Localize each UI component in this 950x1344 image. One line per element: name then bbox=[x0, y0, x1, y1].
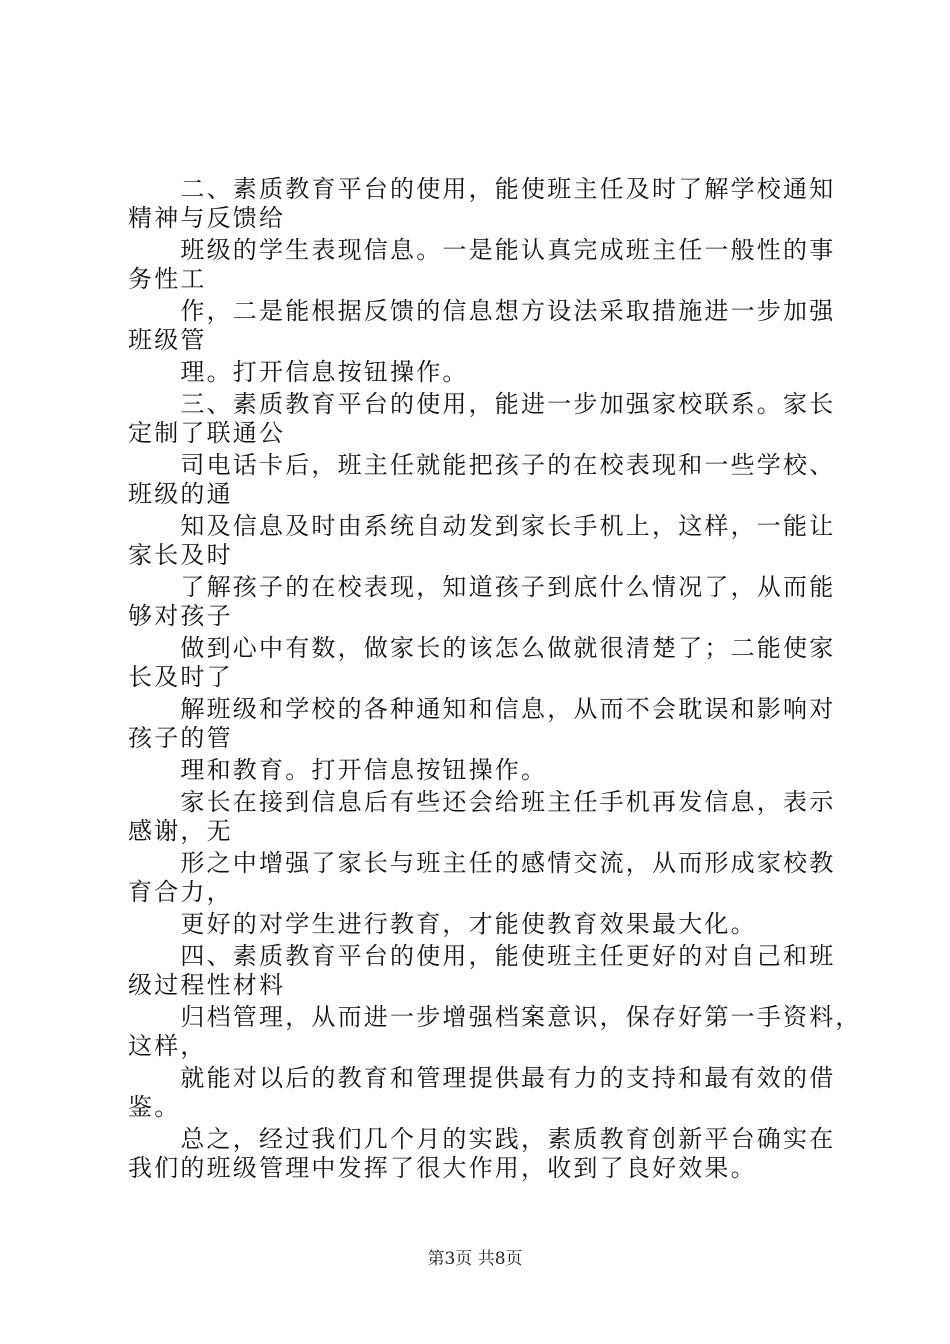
text-line: 形之中增强了家长与班主任的感情交流，从而形成家校教 bbox=[128, 849, 836, 877]
text-line: 家长在接到信息后有些还会给班主任手机再发信息，表示 bbox=[128, 788, 836, 816]
text-line: 班级的通 bbox=[128, 480, 233, 508]
text-line: 就能对以后的教育和管理提供最有力的支持和最有效的借 bbox=[128, 1064, 836, 1092]
text-line: 作，二是能根据反馈的信息想方设法采取措施进一步加强 bbox=[128, 297, 836, 325]
text-line: 务性工 bbox=[128, 265, 207, 293]
text-line: 育合力， bbox=[128, 878, 233, 906]
text-line: 理和教育。打开信息按钮操作。 bbox=[128, 756, 548, 784]
text-line: 做到心中有数，做家长的该怎么做就很清楚了；二能使家 bbox=[128, 634, 836, 662]
text-line: 我们的班级管理中发挥了很大作用，收到了良好效果。 bbox=[128, 1154, 757, 1182]
text-line: 解班级和学校的各种通知和信息，从而不会耽误和影响对 bbox=[128, 695, 836, 723]
text-line: 定制了联通公 bbox=[128, 419, 286, 447]
text-line: 二、素质教育平台的使用，能使班主任及时了解学校通知 bbox=[128, 175, 836, 203]
text-line: 了解孩子的在校表现，知道孩子到底什么情况了，从而能 bbox=[128, 573, 836, 601]
page-number-footer: 第3页 共8页 bbox=[427, 1249, 523, 1269]
text-line: 够对孩子 bbox=[128, 602, 233, 630]
document-body bbox=[128, 175, 862, 1183]
text-line: 知及信息及时由系统自动发到家长手机上，这样，一能让 bbox=[128, 512, 836, 540]
text-line: 鉴。 bbox=[128, 1093, 181, 1121]
text-line: 司电话卡后，班主任就能把孩子的在校表现和一些学校、 bbox=[128, 451, 836, 479]
text-line: 四、素质教育平台的使用，能使班主任更好的对自己和班 bbox=[128, 942, 836, 970]
text-line: 级过程性材料 bbox=[128, 971, 286, 999]
text-line: 班级的学生表现信息。一是能认真完成班主任一般性的事 bbox=[128, 236, 836, 264]
text-line: 总之，经过我们几个月的实践，素质教育创新平台确实在 bbox=[128, 1125, 836, 1153]
text-line: 精神与反馈给 bbox=[128, 204, 286, 232]
text-line: 孩子的管 bbox=[128, 724, 233, 752]
text-line: 归档管理，从而进一步增强档案意识，保存好第一手资料， bbox=[128, 1003, 862, 1031]
text-line: 理。打开信息按钮操作。 bbox=[128, 358, 469, 386]
text-line: 三、素质教育平台的使用，能进一步加强家校联系。家长 bbox=[128, 390, 836, 418]
text-line: 家长及时 bbox=[128, 541, 233, 569]
text-line: 这样， bbox=[128, 1032, 207, 1060]
text-line: 班级管 bbox=[128, 326, 207, 354]
text-line: 更好的对学生进行教育，才能使教育效果最大化。 bbox=[128, 910, 757, 938]
text-line: 长及时了 bbox=[128, 663, 233, 691]
text-line: 感谢，无 bbox=[128, 817, 233, 845]
